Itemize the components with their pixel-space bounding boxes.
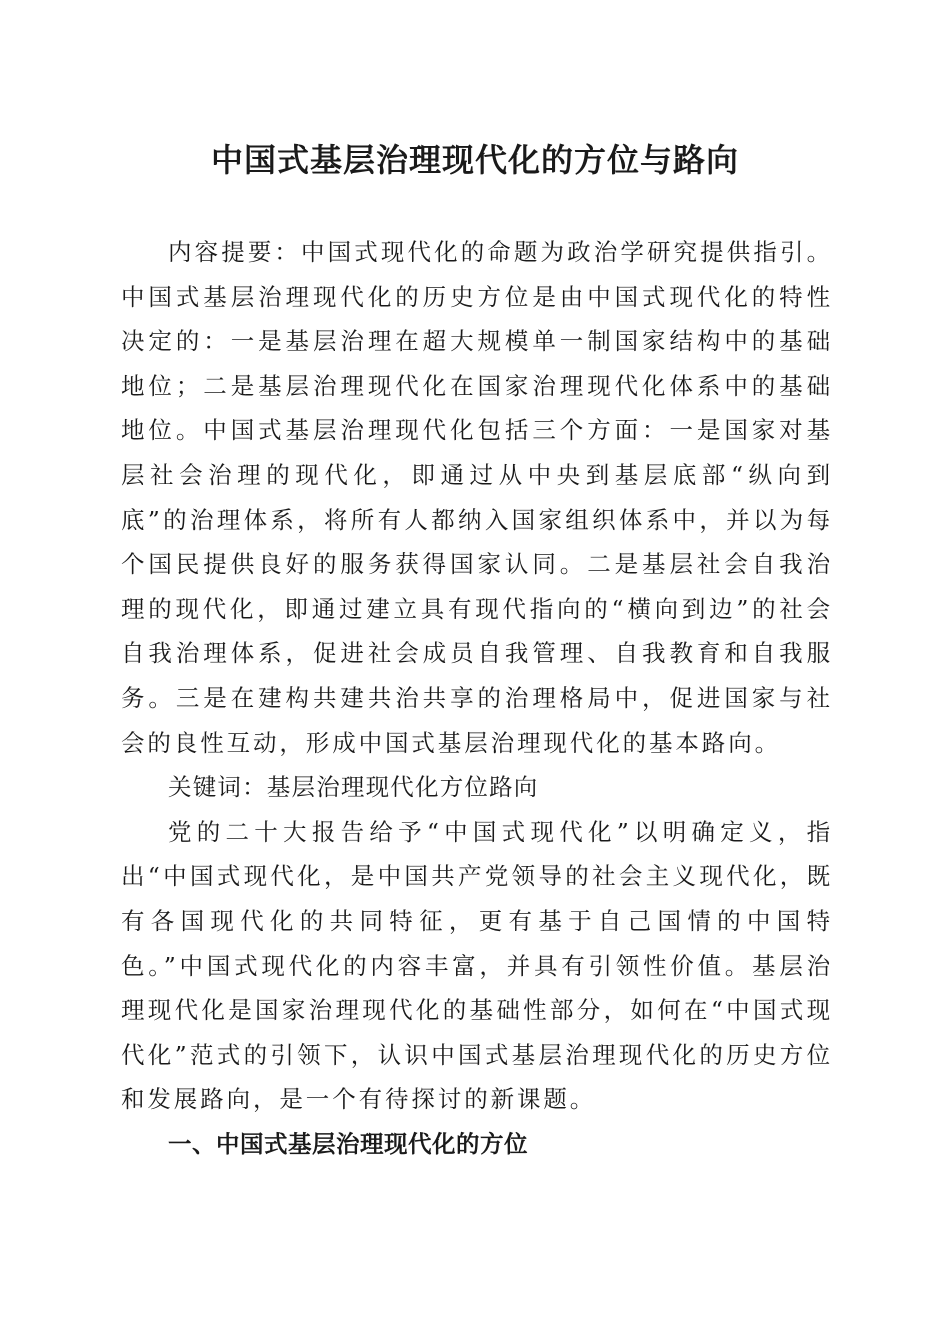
intro-paragraph: 党的二十大报告给予“中国式现代化”以明确定义，指出“中国式现代化，是中国共产党领导的社会主义现代化，既有各国现代化的共同特征，更有基于自己国情的中国特色。”中国式现代化的内容丰富，并具有引领性价值。基层治理现代化是国家治理现代化的基础性部分，如何在“中国式现代化”范式的引领下，认识中国式基层治理现代化的历史方位和发展路向，是一个有待探讨的新课题。 bbox=[121, 817, 833, 1114]
abstract-paragraph: 内容提要：中国式现代化的命题为政治学研究提供指引。中国式基层治理现代化的历史方位是由中国式现代化的特性决定的：一是基层治理在超大规模单一制国家结构中的基础地位；二是基层治理现代化在国家治理现代化体系中的基础地位。中国式基层治理现代化包括三个方面：一是国家对基层社会治理的现代化，即通过从中央到基层底部“纵向到底”的治理体系，将所有人都纳入国家组织体系中，并以为每个国民提供良好的服务获得国家认同。二是基层社会自我治理的现代化，即通过建立具有现代指向的“横向到边”的社会自我治理体系，促进社会成员自我管理、自我教育和自我服务。三是在建构共建共治共享的治理格局中，促进国家与社会的良性互动，形成中国式基层治理现代化的基本路向。 bbox=[121, 238, 833, 757]
document-body bbox=[121, 230, 833, 1166]
keywords-paragraph: 关键词：基层治理现代化方位路向 bbox=[168, 773, 539, 802]
document-title: 中国式基层治理现代化的方位与路向 bbox=[210, 141, 739, 179]
section-heading: 一、中国式基层治理现代化的方位 bbox=[168, 1129, 528, 1158]
